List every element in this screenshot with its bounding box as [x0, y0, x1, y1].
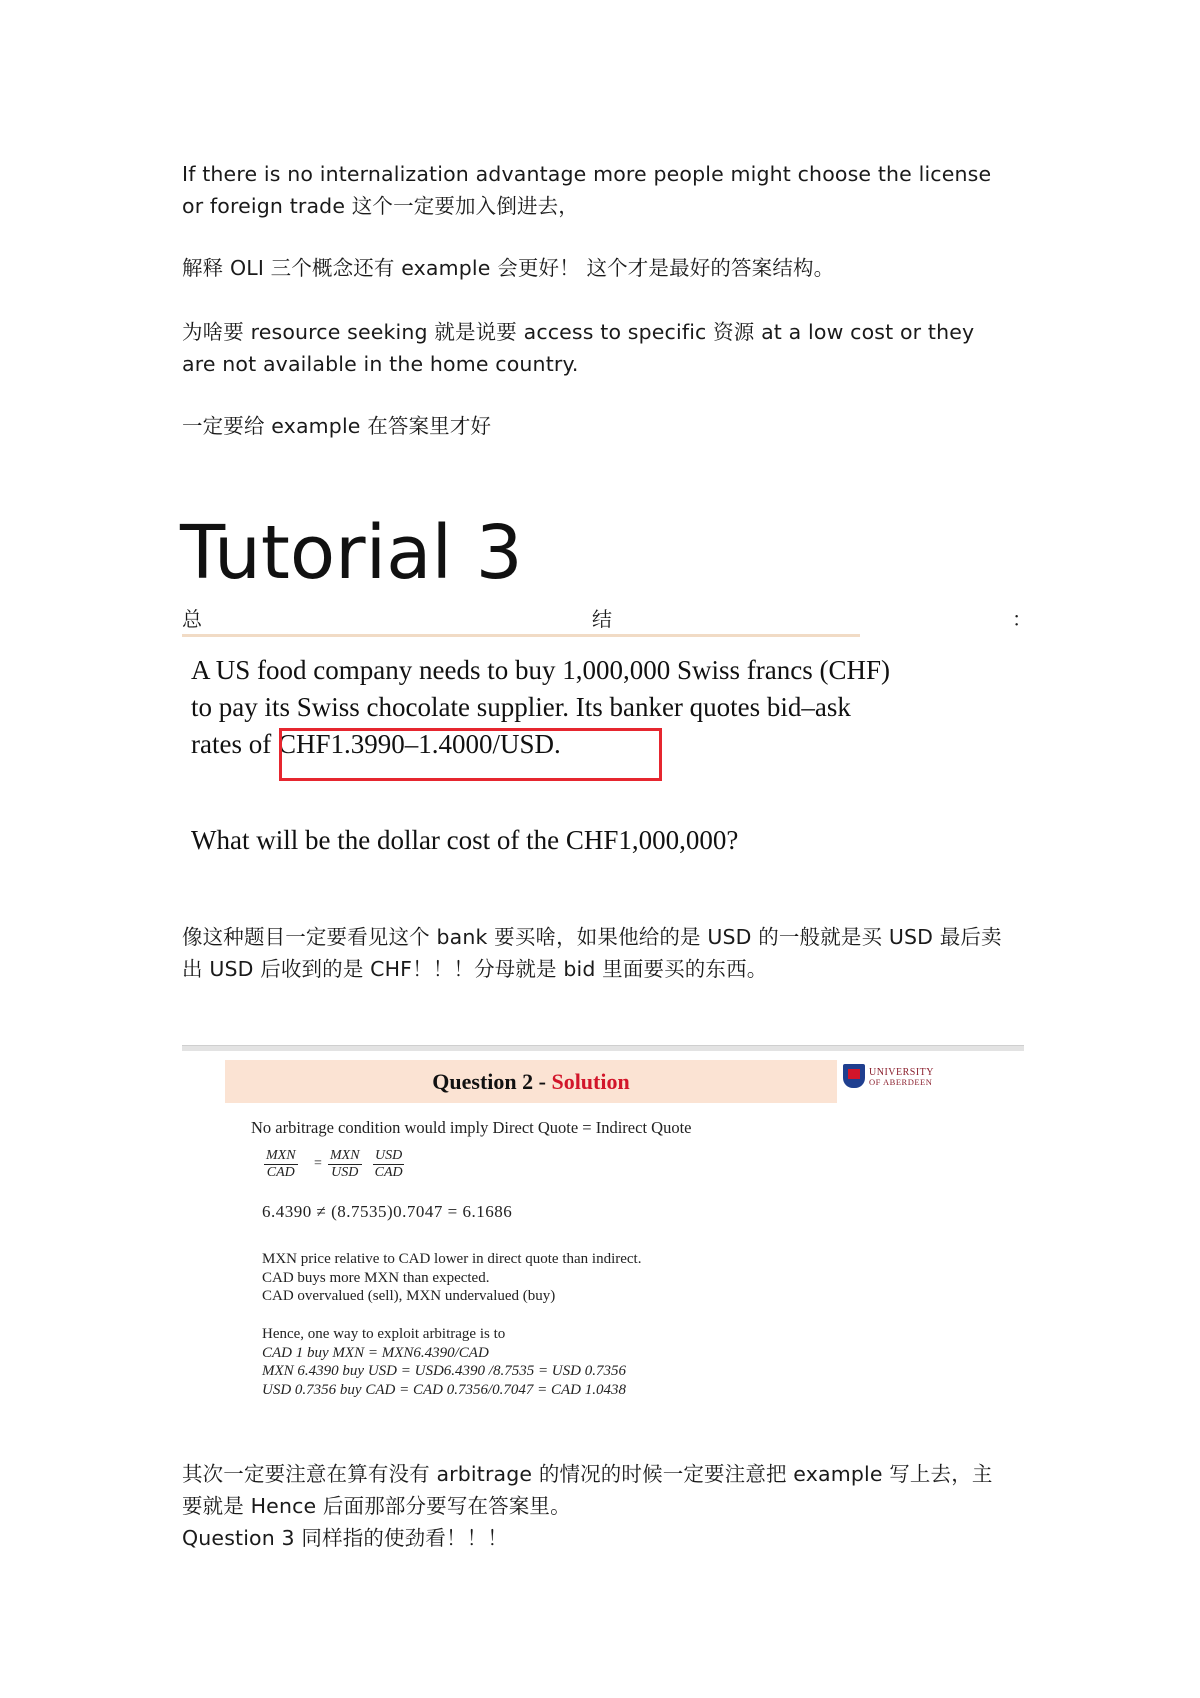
summary-char: 总 — [182, 607, 202, 631]
text-line: 像这种题目一定要看见这个 bank 要买啥，如果他给的是 USD 的一般就是买 USD 最后卖 — [182, 925, 1002, 949]
summary-char: 结 — [592, 607, 612, 631]
numerator: MXN — [266, 1148, 296, 1163]
fraction — [264, 1148, 298, 1181]
observation-line: CAD overvalued (sell), MXN undervalued (buy) — [262, 1288, 556, 1304]
university-logo — [843, 1064, 933, 1090]
text-line: 解释 OLI 三个概念还有 example 会更好！ 这个才是最好的答案结构。 — [182, 256, 835, 280]
text-line: 出 USD 后收到的是 CHF！！！分母就是 bid 里面要买的东西。 — [182, 957, 768, 981]
equals-sign: = — [314, 1156, 322, 1171]
logo-text: UNIVERSITY — [869, 1067, 934, 1078]
crest-icon — [843, 1064, 865, 1088]
text-line: 其次一定要注意在算有没有 arbitrage 的情况的时候一定要注意把 example 写上去，主 — [182, 1462, 993, 1486]
problem-line: to pay its Swiss chocolate supplier. Its banker quotes bid–ask — [191, 692, 851, 722]
paragraph-question3 — [182, 1522, 1024, 1554]
problem-question: What will be the dollar cost of the CHF1,000,000? — [191, 825, 739, 855]
no-arbitrage-condition: No arbitrage condition would imply Direct Quote = Indirect Quote — [251, 1118, 692, 1137]
summary-colon: ： — [1012, 607, 1032, 631]
text-line: 为啥要 resource seeking 就是说要 access to specific 资源 at a low cost or they — [182, 320, 975, 344]
denominator: CAD — [266, 1165, 295, 1180]
paragraph-arbitrage-note — [182, 1458, 1024, 1522]
observation-line: MXN price relative to CAD lower in direct quote than indirect. — [262, 1251, 642, 1267]
step-line: Hence, one way to exploit arbitrage is to — [262, 1326, 506, 1342]
divider — [182, 1045, 1024, 1051]
calculation-line: 6.4390 ≠ (8.7535)0.7047 = 6.1686 — [262, 1202, 513, 1221]
divider — [182, 634, 860, 637]
text-line: Question 3 同样指的使劲看！！！ — [182, 1526, 508, 1550]
paragraph-resource-seeking — [182, 316, 1024, 380]
step-line: USD 0.7356 buy CAD = CAD 0.7356/0.7047 = CAD 1.0438 — [262, 1381, 626, 1398]
problem-line: A US food company needs to buy 1,000,000 Swiss francs (CHF) — [191, 655, 890, 685]
observation-line: CAD buys more MXN than expected. — [262, 1269, 490, 1286]
numerator: USD — [375, 1148, 403, 1163]
paragraph-example — [182, 410, 1024, 442]
solution-title-suffix: Solution — [551, 1069, 630, 1094]
quote-text: CHF1.3990–1.4000/USD. — [277, 729, 561, 759]
text-line: 一定要给 example 在答案里才好 — [182, 414, 492, 438]
solution-title — [225, 1060, 837, 1103]
text-line: are not available in the home country. — [182, 352, 579, 376]
highlight-box — [279, 728, 662, 781]
page-title: Tutorial 3 — [180, 510, 523, 596]
solution-title-prefix: Question 2 - — [432, 1069, 552, 1094]
text-line: If there is no internalization advantage more people might choose the license — [182, 162, 992, 186]
fraction — [328, 1148, 362, 1181]
solution-banner — [225, 1060, 837, 1103]
arbitrage-steps — [262, 1325, 626, 1399]
problem-prefix: rates of — [191, 729, 278, 759]
paragraph-bank-note — [182, 921, 1024, 985]
text-line: 要就是 Hence 后面那部分要写在答案里。 — [182, 1494, 571, 1518]
step-line: MXN 6.4390 buy USD = USD6.4390 /8.7535 = USD 0.7356 — [262, 1363, 626, 1379]
text-line: or foreign trade 这个一定要加入倒进去， — [182, 194, 579, 218]
paragraph-oli — [182, 252, 1024, 284]
paragraph-internalization — [182, 158, 1024, 222]
denominator: CAD — [374, 1165, 403, 1180]
denominator: USD — [331, 1165, 359, 1180]
fraction — [373, 1148, 404, 1181]
summary-heading — [182, 603, 1032, 633]
step-line: CAD 1 buy MXN = MXN6.4390/CAD — [262, 1344, 489, 1361]
observations — [262, 1250, 641, 1306]
logo-text: OF ABERDEEN — [869, 1077, 933, 1087]
numerator: MXN — [330, 1148, 360, 1163]
